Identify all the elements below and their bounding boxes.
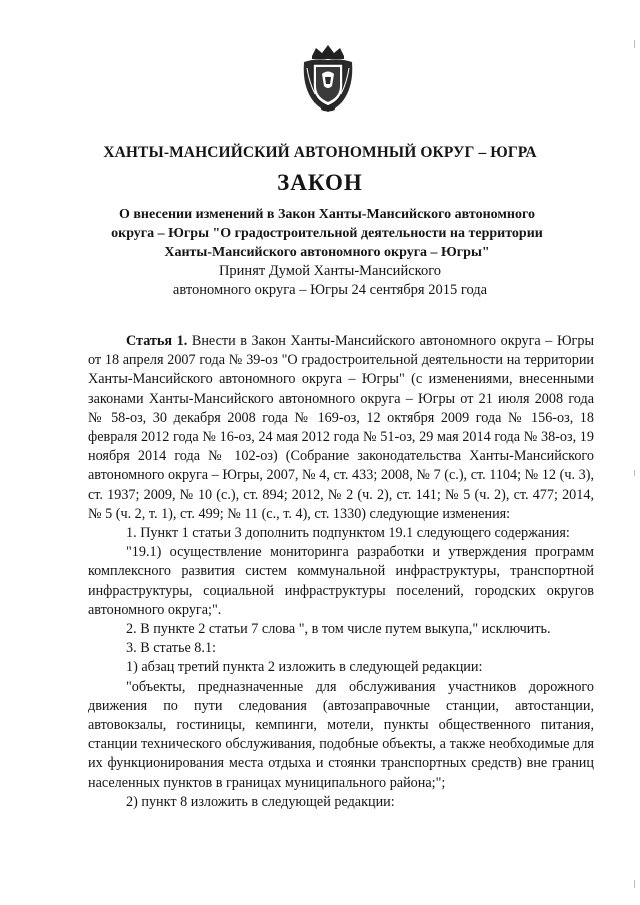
amendment-item: 1. Пункт 1 статьи 3 дополнить подпунктом 19.1 следующего содержания: xyxy=(126,525,570,542)
law-body xyxy=(88,332,594,812)
scan-edge-mark xyxy=(634,470,635,476)
coat-of-arms-emblem xyxy=(300,42,356,114)
amendment-item: "объекты, предназначенные для обслуживания участников дорожного движения по пути следования (автозаправочные станции, автостанции, автовокзалы, гостиницы, кемпинги, мотели, пункты общественного питания, станции технического обслуживания, подобные объекты, а также необходимые для их функционирования места отдыха и стоянки транспортных средств) вне границ населенных пунктов в границах муниципального района;"; xyxy=(88,678,594,791)
document-type: ЗАКОН xyxy=(277,170,363,195)
scan-edge-mark xyxy=(634,880,635,888)
law-subject xyxy=(105,205,549,262)
amendment-item: 1) абзац третий пункта 2 изложить в следующей редакции: xyxy=(126,659,483,676)
region-title: ХАНТЫ-МАНСИЙСКИЙ АВТОНОМНЫЙ ОКРУГ – ЮГРА xyxy=(103,144,537,161)
article-label: Статья 1. xyxy=(126,333,188,349)
amendment-item: "19.1) осуществление мониторинга разработки и утверждения программ комплексного развития систем коммунальной инфраструктуры, транспортной инфраструктуры, социальной инфраструктуры поселений, городских округов автономного округа;". xyxy=(88,544,594,618)
adoption-note-line: автономного округа – Югры 24 сентября 2015 года xyxy=(172,282,488,298)
scan-edge-mark xyxy=(634,40,635,48)
law-subject-line: Ханты-Мансийского автономного округа – Югры" xyxy=(164,245,490,260)
law-subject-line: О внесении изменений в Закон Ханты-Мансийского автономного xyxy=(118,207,535,222)
amendment-item: 3. В статье 8.1: xyxy=(126,640,216,657)
adoption-note xyxy=(140,262,520,300)
article-paragraph xyxy=(88,332,594,524)
amendment-item: 2) пункт 8 изложить в следующей редакции: xyxy=(126,793,395,810)
amendment-item: 2. В пункте 2 статьи 7 слова ", в том числе путем выкупа," исключить. xyxy=(126,621,551,638)
article-intro: Внести в Закон Ханты-Мансийского автономного округа – Югры от 18 апреля 2007 года № 39-оз "О градостроительной деятельности на территории Ханты-Мансийского автономного округа – Югры" (с изменениями, внесенными законами Ханты-Мансийского автономного округа – Югры от 21 июля 2008 года № 58-оз, 30 декабря 2008 года № 169-оз, 12 октября 2009 года № 156-оз, 18 февраля 2012 года № 16-оз, 24 мая 2012 года № 51-оз, 29 мая 2014 года № 38-оз, 19 ноября 2014 года № 102-оз) (Собрание законодательства Ханты-Мансийского автономного округа – Югры, 2007, № 4, ст. 433; 2008, № 7 (с.), ст. 1104; № 12 (ч. 3), ст. 1937; 2009, № 10 (с.), ст. 894; 2012, № 2 (ч. 2), ст. 141; № 5 (ч. 2), ст. 477; 2014, № 5 (ч. 2, т. 1), ст. 499; № 11 (с., т. 4), ст. 1330) следующие изменения: xyxy=(88,333,594,522)
law-subject-line: округа – Югры "О градостроительной деятельности на территории xyxy=(111,226,543,241)
adoption-note-line: Принят Думой Ханты-Мансийского xyxy=(218,263,442,279)
